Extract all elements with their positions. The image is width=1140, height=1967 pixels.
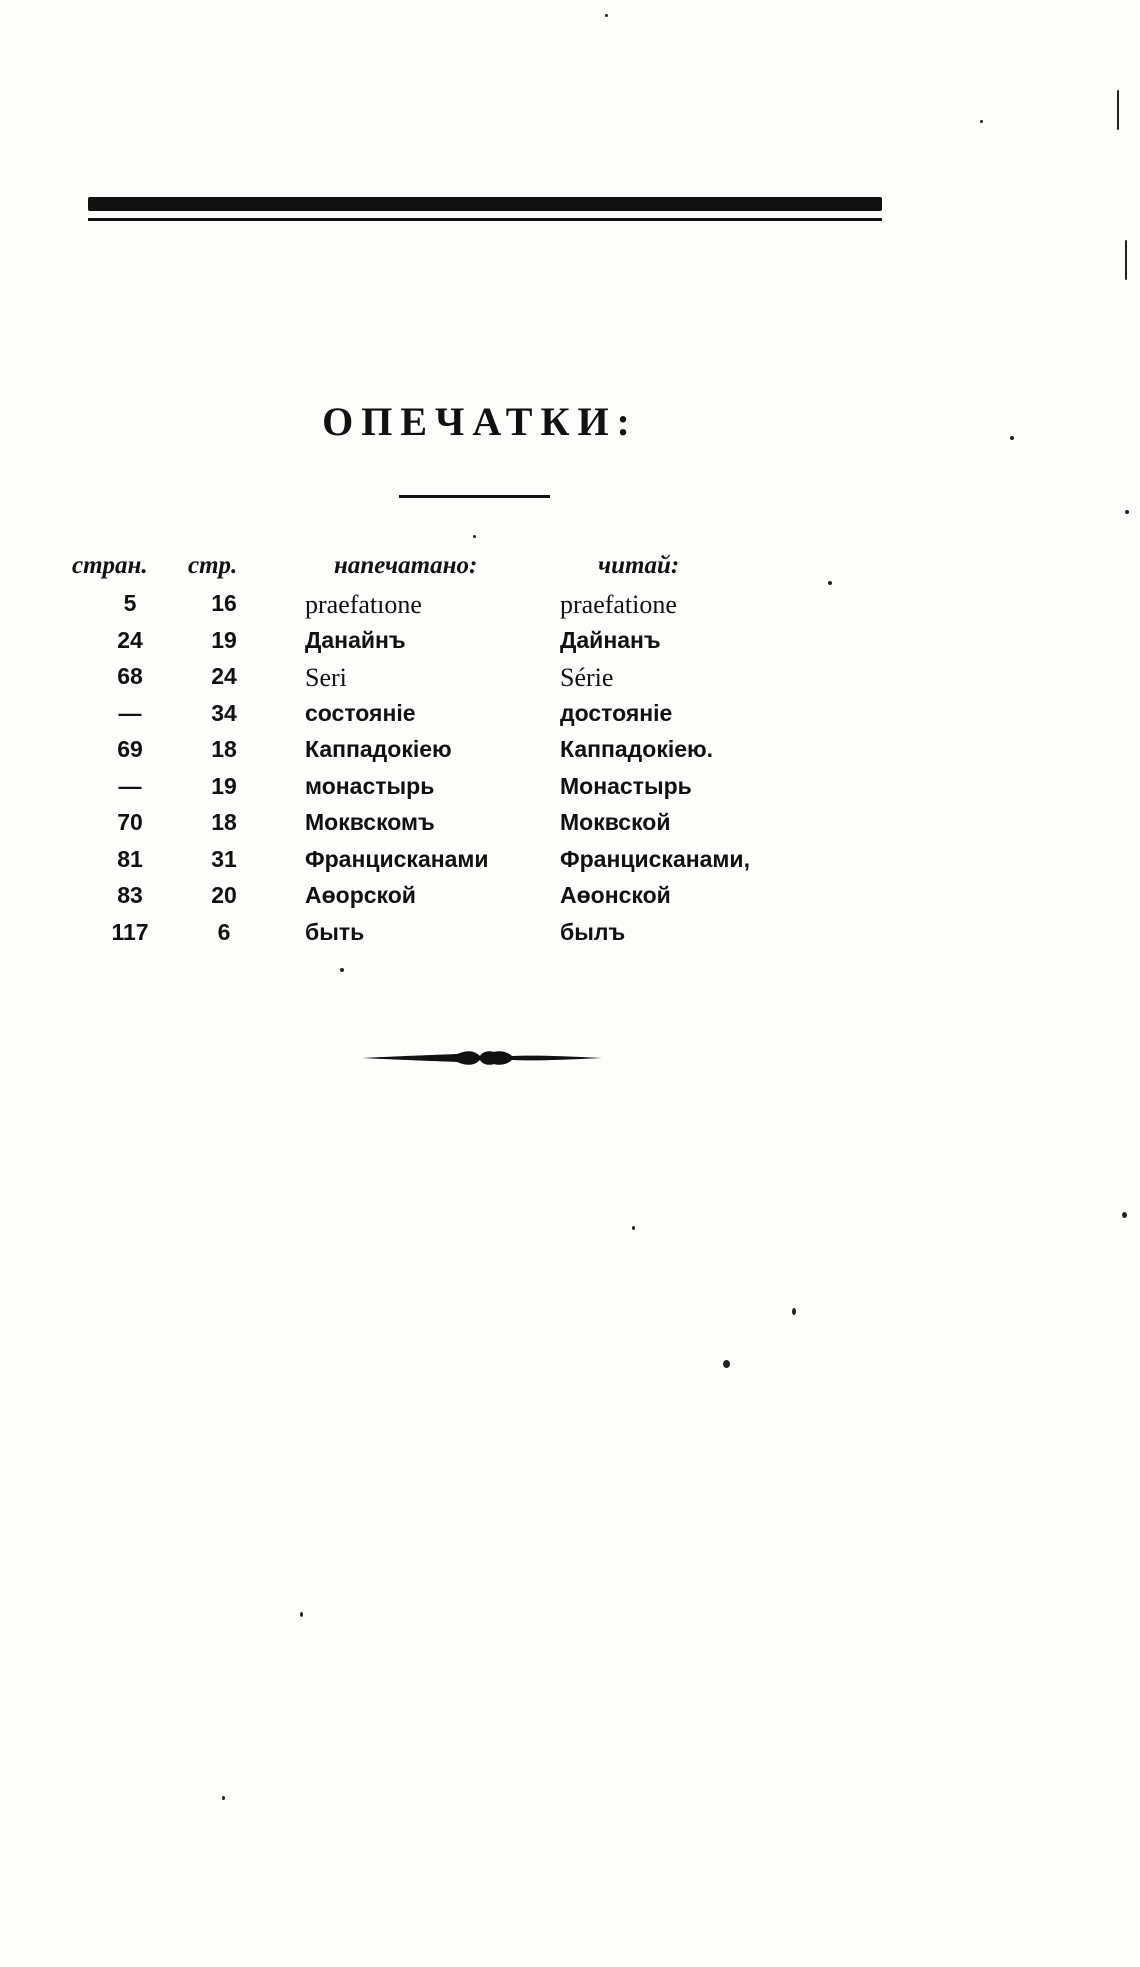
- column-header-printed: напечатано:: [334, 552, 478, 579]
- column-header-page: стран.: [72, 552, 148, 579]
- paper-speck: [792, 1308, 796, 1315]
- errata-read: Дайнанъ: [560, 626, 661, 653]
- errata-table: [0, 552, 1140, 955]
- title-underline: [399, 495, 550, 498]
- paper-speck: [632, 1226, 635, 1230]
- errata-printed: praefatıone: [305, 590, 422, 619]
- errata-printed: Seri: [305, 663, 347, 692]
- errata-page-number: 70: [117, 809, 143, 835]
- paper-speck: [1122, 1212, 1127, 1218]
- errata-row: [0, 736, 1140, 773]
- errata-line-number: 34: [211, 699, 237, 726]
- errata-read: praefatione: [560, 590, 677, 619]
- errata-row: [0, 590, 1140, 627]
- errata-read: достоянie: [560, 699, 673, 726]
- errata-printed: Францисканами: [305, 845, 489, 872]
- top-rule-thin: [88, 218, 882, 221]
- errata-page-number: 5: [123, 590, 137, 616]
- errata-row: [0, 882, 1140, 919]
- errata-printed: состоянie: [305, 699, 416, 726]
- paper-speck: [1117, 90, 1119, 130]
- errata-read: Моквской: [560, 809, 671, 835]
- errata-page-number: 81: [117, 845, 143, 872]
- errata-read: Францисканами,: [560, 845, 750, 872]
- errata-line-number: 19: [211, 772, 237, 799]
- errata-row: [0, 773, 1140, 810]
- errata-read: Монастырь: [560, 772, 692, 799]
- errata-read: былъ: [560, 918, 626, 945]
- paper-speck: [1010, 436, 1014, 440]
- errata-row: [0, 627, 1140, 664]
- top-rule-thick: [88, 197, 882, 211]
- errata-line-number: 18: [211, 736, 237, 762]
- errata-row: [0, 809, 1140, 846]
- errata-printed: Данайнъ: [305, 626, 406, 653]
- paper-speck: [723, 1360, 730, 1368]
- ornament-divider: [362, 1046, 602, 1070]
- errata-line-number: 31: [211, 845, 237, 872]
- errata-read: Каппадокiею.: [560, 736, 714, 762]
- errata-printed: Каппадокiею: [305, 736, 452, 762]
- errata-row: [0, 846, 1140, 883]
- errata-page-number: 24: [117, 626, 143, 653]
- page-title: ОПЕЧАТКИ:: [322, 399, 638, 444]
- paper-speck: [828, 581, 832, 585]
- errata-read: Série: [560, 663, 614, 692]
- column-header-read: читай:: [598, 552, 680, 579]
- errata-line-number: 18: [211, 809, 237, 835]
- errata-line-number: 20: [211, 882, 237, 908]
- errata-line-number: 16: [211, 590, 237, 616]
- errata-printed: быть: [305, 918, 365, 945]
- errata-line-number: 6: [217, 918, 231, 945]
- paper-speck: [473, 535, 476, 538]
- errata-read: Аөонской: [560, 882, 671, 908]
- errata-row: [0, 663, 1140, 700]
- paper-speck: [1125, 240, 1127, 280]
- errata-line-number: 24: [211, 663, 237, 689]
- errata-page-number: 69: [117, 736, 143, 762]
- paper-speck: [300, 1612, 303, 1617]
- paper-speck: [980, 120, 983, 123]
- errata-page-number: 68: [117, 663, 143, 689]
- errata-page-number: 117: [111, 918, 149, 945]
- paper-speck: [1125, 510, 1129, 514]
- errata-row: [0, 700, 1140, 737]
- errata-row: [0, 919, 1140, 956]
- paper-speck: [340, 968, 344, 972]
- errata-header-row: [0, 552, 1140, 590]
- errata-page-number: —: [118, 699, 142, 726]
- errata-printed: монастырь: [305, 772, 435, 799]
- errata-page-number: —: [118, 772, 142, 799]
- errata-printed: Аөорской: [305, 882, 416, 908]
- errata-printed: Моквскомъ: [305, 809, 435, 835]
- errata-line-number: 19: [211, 626, 237, 653]
- paper-speck: [222, 1796, 225, 1800]
- errata-page-number: 83: [117, 882, 143, 908]
- column-header-line: стр.: [188, 552, 238, 579]
- paper-speck: [605, 14, 608, 17]
